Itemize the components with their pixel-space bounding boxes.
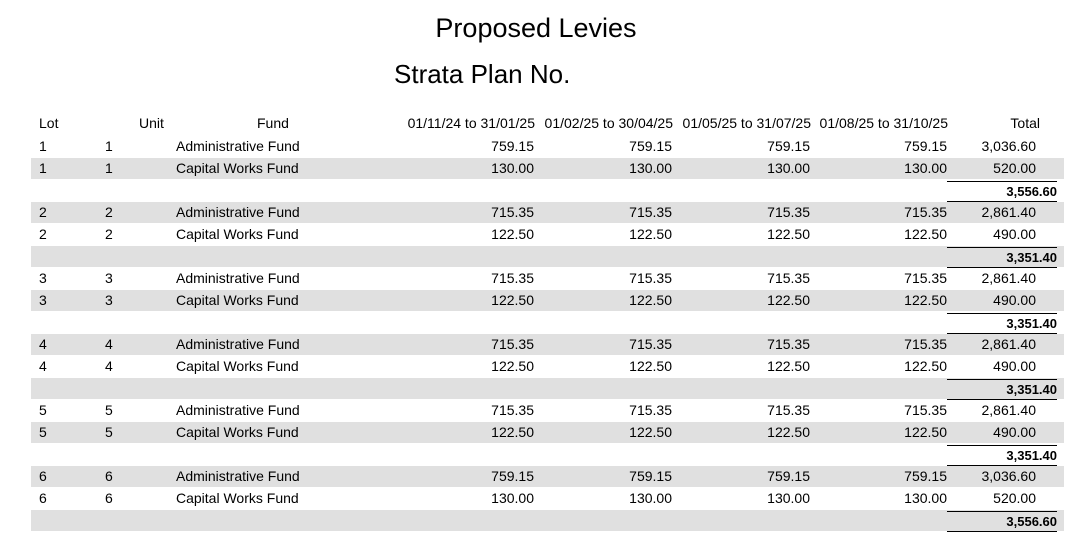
cell-lot: 5 [39,424,47,440]
cell-total: 3,036.60 [981,138,1036,154]
lot-subtotal: 3,351.40 [947,313,1057,334]
cell-period-1: 130.00 [491,160,534,176]
cell-period-4: 122.50 [904,358,947,374]
cell-fund: Administrative Fund [176,402,300,418]
cell-period-1: 715.35 [491,336,534,352]
cell-total: 2,861.40 [981,336,1036,352]
cell-unit: 6 [105,490,113,506]
cell-period-3: 122.50 [767,226,810,242]
cell-total: 490.00 [993,358,1036,374]
cell-period-4: 759.15 [904,468,947,484]
subtotal-row [31,246,1064,267]
cell-period-1: 130.00 [491,490,534,506]
cell-fund: Capital Works Fund [176,160,299,176]
table-row [31,158,1064,179]
header-period-1: 01/11/24 to 31/01/25 [407,115,535,131]
cell-period-2: 122.50 [629,226,672,242]
cell-period-4: 715.35 [904,270,947,286]
cell-period-1: 759.15 [491,138,534,154]
cell-lot: 6 [39,490,47,506]
header-fund: Fund [257,115,289,131]
subtotal-row [31,378,1064,399]
cell-total: 2,861.40 [981,204,1036,220]
cell-fund: Capital Works Fund [176,490,299,506]
cell-period-1: 122.50 [491,424,534,440]
cell-period-1: 122.50 [491,226,534,242]
cell-period-4: 122.50 [904,424,947,440]
table-row [31,422,1064,443]
cell-period-4: 130.00 [904,490,947,506]
lot-subtotal: 3,556.60 [947,511,1057,532]
cell-period-2: 122.50 [629,292,672,308]
cell-lot: 4 [39,358,47,374]
cell-lot: 4 [39,336,47,352]
subtotal-row [31,444,1064,465]
cell-period-4: 759.15 [904,138,947,154]
cell-unit: 3 [105,292,113,308]
cell-period-2: 122.50 [629,424,672,440]
cell-unit: 4 [105,336,113,352]
cell-unit: 4 [105,358,113,374]
cell-period-3: 759.15 [767,138,810,154]
table-row [31,488,1064,509]
cell-period-1: 122.50 [491,358,534,374]
cell-lot: 1 [39,138,47,154]
lot-subtotal: 3,556.60 [947,181,1057,202]
cell-total: 520.00 [993,490,1036,506]
cell-period-4: 715.35 [904,402,947,418]
subtotal-row [31,510,1064,531]
cell-unit: 6 [105,468,113,484]
cell-period-4: 715.35 [904,336,947,352]
cell-total: 490.00 [993,226,1036,242]
cell-period-4: 130.00 [904,160,947,176]
cell-period-1: 715.35 [491,270,534,286]
cell-total: 2,861.40 [981,402,1036,418]
cell-period-2: 715.35 [629,204,672,220]
cell-period-3: 130.00 [767,490,810,506]
cell-total: 3,036.60 [981,468,1036,484]
cell-period-3: 122.50 [767,358,810,374]
cell-period-3: 715.35 [767,270,810,286]
cell-lot: 2 [39,204,47,220]
cell-lot: 3 [39,292,47,308]
cell-unit: 2 [105,204,113,220]
table-row [31,290,1064,311]
table-row [31,202,1064,223]
cell-total: 520.00 [993,160,1036,176]
cell-period-2: 130.00 [629,490,672,506]
cell-period-4: 122.50 [904,292,947,308]
cell-total: 490.00 [993,292,1036,308]
cell-total: 2,861.40 [981,270,1036,286]
cell-period-2: 715.35 [629,402,672,418]
cell-period-1: 122.50 [491,292,534,308]
cell-period-2: 759.15 [629,468,672,484]
report-title: Proposed Levies [435,13,637,43]
cell-unit: 2 [105,226,113,242]
cell-total: 490.00 [993,424,1036,440]
cell-fund: Administrative Fund [176,138,300,154]
cell-period-4: 715.35 [904,204,947,220]
cell-fund: Administrative Fund [176,468,300,484]
table-row [31,356,1064,377]
lot-subtotal: 3,351.40 [947,445,1057,466]
cell-period-1: 715.35 [491,204,534,220]
cell-fund: Administrative Fund [176,270,300,286]
cell-period-2: 122.50 [629,358,672,374]
header-total: Total [1010,115,1040,131]
subtotal-row [31,312,1064,333]
cell-fund: Administrative Fund [176,336,300,352]
cell-lot: 1 [39,160,47,176]
table-row [31,334,1064,355]
cell-unit: 1 [105,138,113,154]
cell-fund: Capital Works Fund [176,358,299,374]
cell-period-1: 759.15 [491,468,534,484]
cell-lot: 6 [39,468,47,484]
cell-period-3: 130.00 [767,160,810,176]
cell-period-2: 130.00 [629,160,672,176]
cell-unit: 3 [105,270,113,286]
table-row [31,224,1064,245]
cell-lot: 2 [39,226,47,242]
header-period-3: 01/05/25 to 31/07/25 [682,115,811,131]
cell-lot: 5 [39,402,47,418]
cell-fund: Administrative Fund [176,204,300,220]
cell-unit: 5 [105,424,113,440]
cell-period-2: 715.35 [629,336,672,352]
cell-period-3: 715.35 [767,402,810,418]
header-unit: Unit [139,115,164,131]
cell-period-2: 715.35 [629,270,672,286]
header-period-2: 01/02/25 to 30/04/25 [544,115,673,131]
header-lot: Lot [39,115,59,131]
table-row [31,466,1064,487]
cell-period-3: 715.35 [767,336,810,352]
table-row [31,400,1064,421]
cell-period-3: 759.15 [767,468,810,484]
subtotal-row [31,180,1064,201]
cell-period-3: 715.35 [767,204,810,220]
cell-period-2: 759.15 [629,138,672,154]
table-row [31,136,1064,157]
table-row [31,268,1064,289]
lot-subtotal: 3,351.40 [947,379,1057,400]
cell-fund: Capital Works Fund [176,292,299,308]
cell-period-4: 122.50 [904,226,947,242]
lot-subtotal: 3,351.40 [947,247,1057,268]
cell-unit: 1 [105,160,113,176]
cell-period-3: 122.50 [767,292,810,308]
cell-fund: Capital Works Fund [176,226,299,242]
report-subtitle: Strata Plan No. [394,59,571,89]
cell-fund: Capital Works Fund [176,424,299,440]
header-period-4: 01/08/25 to 31/10/25 [819,115,948,131]
cell-period-3: 122.50 [767,424,810,440]
cell-period-1: 715.35 [491,402,534,418]
cell-unit: 5 [105,402,113,418]
cell-lot: 3 [39,270,47,286]
